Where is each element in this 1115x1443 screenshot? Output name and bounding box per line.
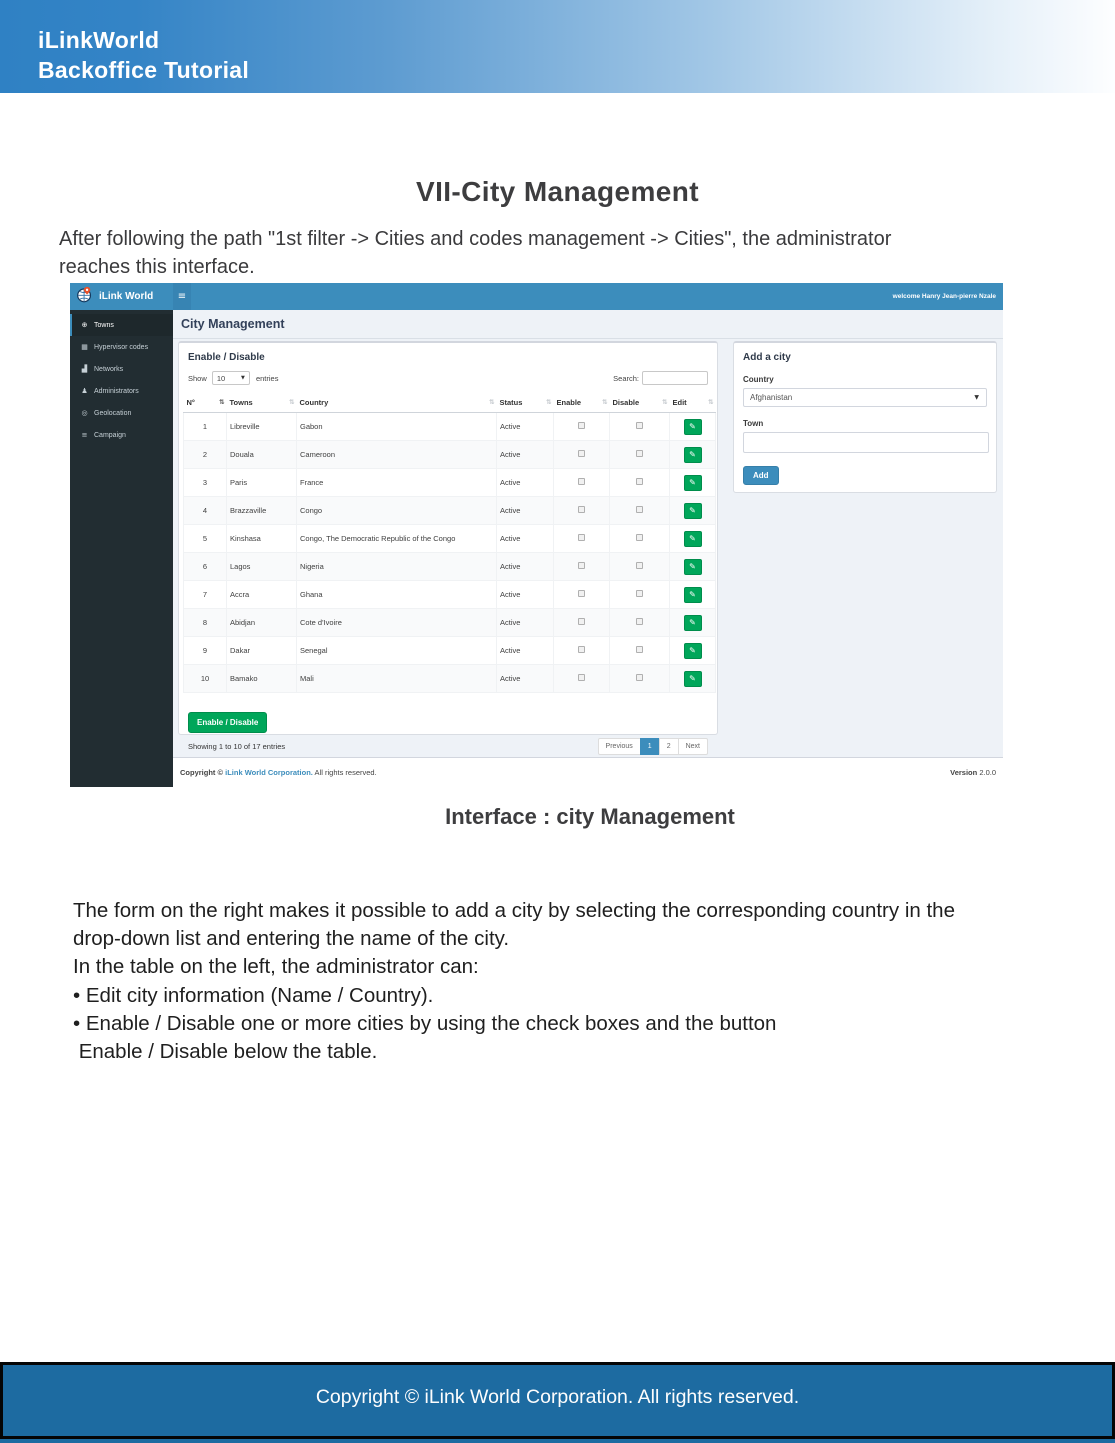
sort-icon[interactable]: ⇅ [708, 398, 714, 406]
disable-checkbox[interactable] [636, 506, 643, 513]
cell-town: Libreville [227, 413, 297, 441]
sidebar-item-icon: ▟ [81, 365, 88, 373]
disable-checkbox[interactable] [636, 590, 643, 597]
table-row [184, 637, 716, 665]
disable-checkbox[interactable] [636, 478, 643, 485]
cell-town: Brazzaville [227, 497, 297, 525]
enable-checkbox[interactable] [578, 618, 585, 625]
column-header-disable[interactable]: Disable ⇅ [610, 393, 670, 413]
sidebar-item-icon: ♟ [81, 387, 88, 395]
add-button[interactable]: Add [743, 466, 779, 485]
sort-icon[interactable]: ⇅ [489, 398, 495, 406]
table-row [184, 525, 716, 553]
cell-country: France [297, 469, 497, 497]
town-input[interactable] [743, 432, 989, 453]
disable-checkbox[interactable] [636, 422, 643, 429]
column-header-number[interactable]: N° ⇅ [184, 393, 227, 413]
edit-pencil-icon: ✎ [689, 477, 696, 487]
edit-button[interactable] [684, 447, 702, 463]
sidebar-item[interactable] [70, 358, 173, 380]
figure-caption: Interface : city Management [445, 804, 735, 829]
enable-checkbox[interactable] [578, 478, 585, 485]
cell-status: Active [497, 665, 554, 693]
sort-icon[interactable]: ⇅ [662, 398, 668, 406]
sort-icon[interactable]: ⇅ [546, 398, 552, 406]
cell-status: Active [497, 469, 554, 497]
edit-pencil-icon: ✎ [689, 673, 696, 683]
panel-title: Enable / Disable [188, 352, 265, 363]
cell-number: 1 [184, 413, 227, 441]
sidebar-toggle-icon[interactable]: ≡ [173, 283, 191, 310]
sidebar-item[interactable] [70, 314, 173, 336]
cell-town: Abidjan [227, 609, 297, 637]
sort-icon[interactable]: ⇅ [602, 398, 608, 406]
edit-pencil-icon: ✎ [689, 561, 696, 571]
column-header-towns[interactable]: Towns ⇅ [227, 393, 297, 413]
app-copyright: Copyright © iLink World Corporation. All rights reserved. [180, 768, 377, 777]
sidebar-item[interactable] [70, 424, 173, 446]
cell-number: 7 [184, 581, 227, 609]
disable-checkbox[interactable] [636, 562, 643, 569]
cell-status: Active [497, 637, 554, 665]
edit-pencil-icon: ✎ [689, 645, 696, 655]
pagination-page-2[interactable]: 2 [659, 738, 679, 755]
cell-number: 10 [184, 665, 227, 693]
cell-country: Cote d'Ivoire [297, 609, 497, 637]
sidebar-item-label: Hypervisor codes [94, 343, 149, 351]
cell-country: Congo, The Democratic Republic of the Congo [297, 525, 497, 553]
app-brand: iLink World [99, 291, 154, 302]
cell-country: Cameroon [297, 441, 497, 469]
add-city-panel [733, 341, 997, 493]
page-size-select[interactable] [212, 371, 250, 385]
edit-pencil-icon: ✎ [689, 421, 696, 431]
disable-checkbox[interactable] [636, 646, 643, 653]
brand-title: iLinkWorld [38, 27, 160, 53]
sidebar-item-label: Campaign [94, 431, 126, 439]
intro-line: After following the path "1st filter -> Cities and codes management -> Cities", the administrator [59, 228, 892, 250]
welcome-user[interactable]: welcome Hanry Jean-pierre Nzale [892, 293, 996, 300]
body-paragraph [73, 897, 1073, 1066]
disable-checkbox[interactable] [636, 618, 643, 625]
table-row [184, 609, 716, 637]
cell-status: Active [497, 497, 554, 525]
country-selected-value: Afghanistan [750, 393, 793, 402]
cell-number: 2 [184, 441, 227, 469]
cell-country: Nigeria [297, 553, 497, 581]
app-screenshot [70, 283, 1003, 787]
table-row [184, 469, 716, 497]
column-header-status[interactable]: Status ⇅ [497, 393, 554, 413]
cell-country: Senegal [297, 637, 497, 665]
ilink-globe-pin-icon [76, 286, 93, 308]
brand-subtitle: Backoffice Tutorial [38, 57, 250, 83]
body-line: drop-down list and entering the name of the city. [73, 927, 510, 951]
app-content [173, 310, 1003, 757]
document-footer [0, 1362, 1115, 1443]
edit-button[interactable] [684, 503, 702, 519]
sidebar-item-icon: ⊕ [81, 321, 88, 329]
caret-down-icon: ▼ [241, 375, 245, 381]
app-version: Version 2.0.0 [950, 768, 996, 777]
body-line: • Edit city information (Name / Country). [73, 983, 434, 1007]
app-footer [173, 757, 1003, 787]
enable-checkbox[interactable] [578, 590, 585, 597]
edit-button[interactable] [684, 475, 702, 491]
sidebar-item[interactable] [70, 336, 173, 358]
column-header-edit[interactable]: Edit ⇅ [670, 393, 716, 413]
page-title: City Management [181, 317, 285, 331]
cell-status: Active [497, 581, 554, 609]
search-area [613, 371, 708, 385]
sort-icon[interactable]: ⇅ [219, 398, 225, 406]
enable-checkbox[interactable] [578, 534, 585, 541]
cell-status: Active [497, 413, 554, 441]
cell-status: Active [497, 525, 554, 553]
show-label: Show [188, 373, 207, 383]
body-line: • Enable / Disable one or more cities by using the check boxes and the button [73, 1011, 777, 1035]
country-select[interactable] [743, 388, 987, 407]
cell-town: Douala [227, 441, 297, 469]
app-navbar [70, 283, 1003, 310]
entries-label: entries [255, 373, 279, 383]
table-controls [188, 371, 708, 387]
body-line: Enable / Disable below the table. [73, 1040, 378, 1064]
app-logo[interactable] [70, 283, 173, 310]
column-header-country[interactable]: Country ⇅ [297, 393, 497, 413]
app-sidebar [70, 310, 173, 787]
cell-country: Ghana [297, 581, 497, 609]
enable-checkbox[interactable] [578, 422, 585, 429]
cell-number: 5 [184, 525, 227, 553]
edit-button[interactable] [684, 419, 702, 435]
cell-town: Bamako [227, 665, 297, 693]
disable-checkbox[interactable] [636, 674, 643, 681]
cell-number: 4 [184, 497, 227, 525]
body-line: The form on the right makes it possible to add a city by selecting the corresponding country in the [73, 899, 955, 922]
edit-pencil-icon: ✎ [689, 533, 696, 543]
body-line: In the table on the left, the administrator can: [73, 955, 479, 979]
content-header [173, 310, 1003, 339]
enable-checkbox[interactable] [578, 562, 585, 569]
cell-country: Mali [297, 665, 497, 693]
cell-number: 9 [184, 637, 227, 665]
add-city-title: Add a city [743, 352, 791, 363]
edit-button[interactable] [684, 671, 702, 687]
sidebar-item-icon: ≡ [81, 431, 88, 439]
cell-status: Active [497, 441, 554, 469]
country-label: Country [743, 375, 774, 384]
enable-checkbox[interactable] [578, 450, 585, 457]
intro-paragraph [59, 226, 1079, 281]
table-row [184, 497, 716, 525]
entries-summary: Showing 1 to 10 of 17 entries [188, 742, 286, 751]
cell-country: Gabon [297, 413, 497, 441]
cell-status: Active [497, 609, 554, 637]
cell-town: Paris [227, 469, 297, 497]
search-label: Search: [613, 373, 639, 383]
table-row [184, 413, 716, 441]
company-link[interactable]: iLink World Corporation. [225, 768, 313, 777]
sidebar-item-label: Networks [94, 365, 124, 373]
edit-button[interactable] [684, 559, 702, 575]
enable-checkbox[interactable] [578, 646, 585, 653]
table-row [184, 665, 716, 693]
cell-number: 8 [184, 609, 227, 637]
enable-checkbox[interactable] [578, 506, 585, 513]
edit-button[interactable] [684, 531, 702, 547]
cell-country: Congo [297, 497, 497, 525]
pagination-previous[interactable]: Previous [598, 738, 641, 755]
cell-status: Active [497, 553, 554, 581]
cell-town: Accra [227, 581, 297, 609]
sidebar-item[interactable] [70, 380, 173, 402]
edit-pencil-icon: ✎ [689, 449, 696, 459]
intro-line: reaches this interface. [59, 255, 255, 278]
pagination-next[interactable]: Next [678, 738, 708, 755]
cell-number: 6 [184, 553, 227, 581]
pagination-page-1[interactable]: 1 [640, 738, 660, 755]
cell-town: Lagos [227, 553, 297, 581]
disable-checkbox[interactable] [636, 450, 643, 457]
table-row [184, 441, 716, 469]
pagination [599, 738, 708, 755]
edit-button[interactable] [684, 643, 702, 659]
enable-disable-button[interactable]: Enable / Disable [188, 712, 267, 733]
cell-number: 3 [184, 469, 227, 497]
enable-checkbox[interactable] [578, 674, 585, 681]
caret-down-icon: ▼ [974, 394, 979, 401]
town-label: Town [743, 419, 764, 428]
sidebar-item-label: Geolocation [94, 409, 132, 417]
cell-town: Dakar [227, 637, 297, 665]
edit-pencil-icon: ✎ [689, 617, 696, 627]
column-header-enable[interactable]: Enable ⇅ [554, 393, 610, 413]
table-row [184, 581, 716, 609]
section-title: VII-City Management [416, 176, 699, 207]
cities-table [183, 393, 716, 693]
footer-copyright: Copyright © iLink World Corporation. All rights reserved. [315, 1386, 800, 1408]
disable-checkbox[interactable] [636, 534, 643, 541]
sidebar-item-label: Administrators [94, 387, 139, 395]
sidebar-item-icon: ◎ [81, 409, 88, 417]
document-header-banner [0, 0, 1115, 93]
sidebar-item-icon: ▦ [81, 343, 88, 351]
edit-pencil-icon: ✎ [689, 505, 696, 515]
sort-icon[interactable]: ⇅ [289, 398, 295, 406]
enable-disable-panel [178, 341, 718, 751]
edit-pencil-icon: ✎ [689, 589, 696, 599]
edit-button[interactable] [684, 615, 702, 631]
edit-button[interactable] [684, 587, 702, 603]
search-input[interactable] [642, 371, 708, 385]
cell-town: Kinshasa [227, 525, 297, 553]
sidebar-item-label: Towns [94, 321, 114, 329]
sidebar-item[interactable] [70, 402, 173, 424]
page-size-value: 10 [216, 373, 226, 383]
table-row [184, 553, 716, 581]
